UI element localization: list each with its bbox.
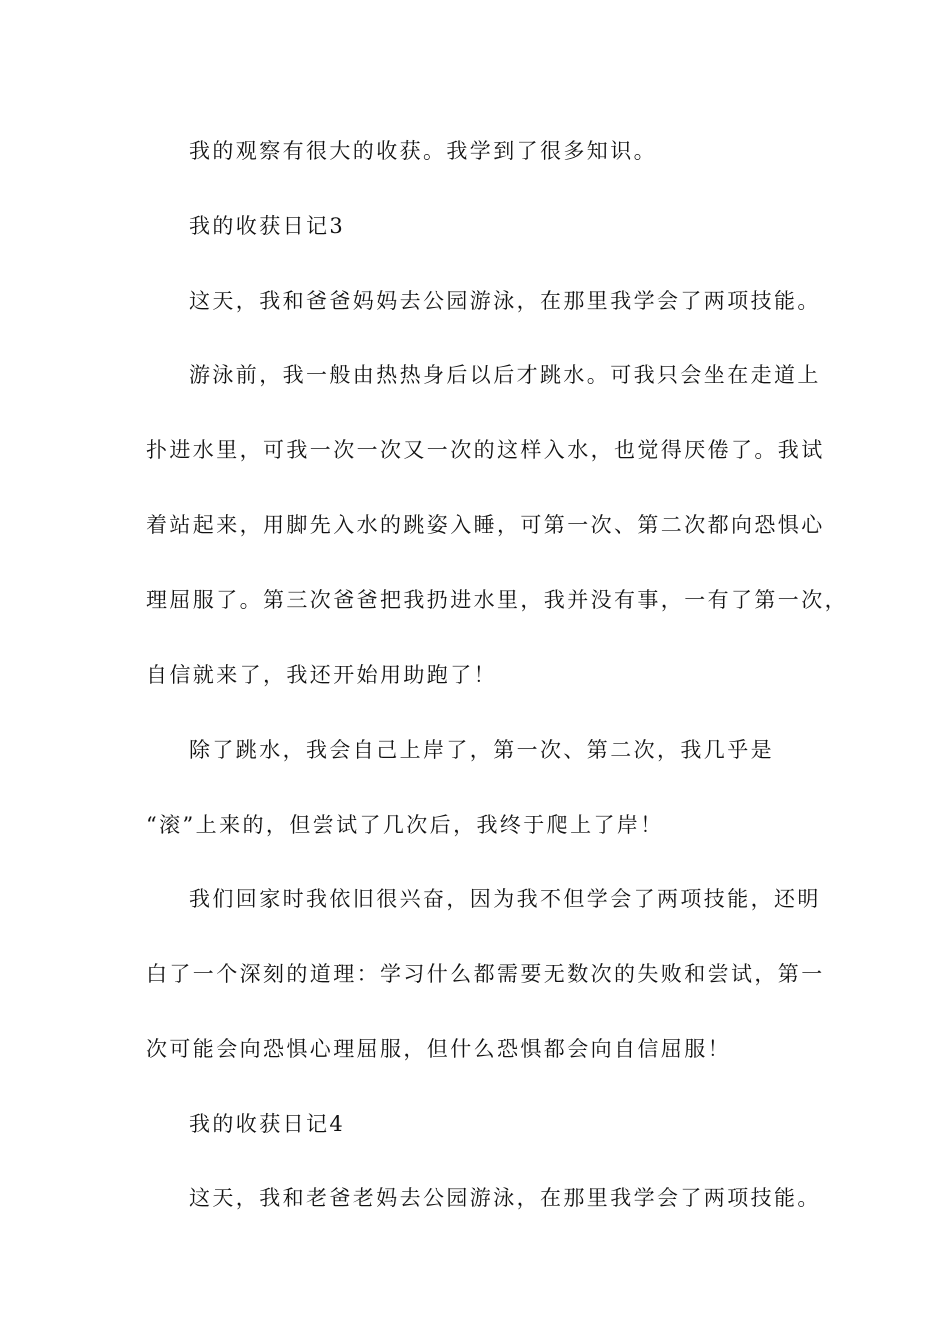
paragraph-line: 次可能会向恐惧心理屈服，但什么恐惧都会向自信屈服！ [146, 1037, 731, 1061]
paragraph-line: 我们回家时我依旧很兴奋，因为我不但学会了两项技能，还明 [189, 887, 821, 911]
paragraph-line: 理屈服了。第三次爸爸把我扔进水里，我并没有事，一有了第一次， [146, 588, 848, 612]
paragraph-line: 扑进水里，可我一次一次又一次的这样入水，也觉得厌倦了。我试 [146, 438, 825, 462]
paragraph-line: 我的观察有很大的收获。我学到了很多知识。 [189, 139, 657, 163]
section-heading: 我的收获日记4 [189, 1112, 346, 1136]
paragraph-line: 除了跳水，我会自己上岸了，第一次、第二次，我几乎是 [189, 738, 774, 762]
paragraph-line: 白了一个深刻的道理：学习什么都需要无数次的失败和尝试，第一 [146, 962, 825, 986]
section-heading: 我的收获日记3 [189, 214, 346, 238]
paragraph-line: 自信就来了，我还开始用助跑了！ [146, 663, 497, 687]
paragraph-line: 游泳前，我一般由热热身后以后才跳水。可我只会坐在走道上 [189, 363, 821, 387]
paragraph-line: “滚”上来的，但尝试了几次后，我终于爬上了岸！ [146, 813, 664, 837]
paragraph-line: 这天，我和老爸老妈去公园游泳，在那里我学会了两项技能。 [189, 1186, 821, 1210]
paragraph-line: 这天，我和爸爸妈妈去公园游泳，在那里我学会了两项技能。 [189, 289, 821, 313]
paragraph-line: 着站起来，用脚先入水的跳姿入睡，可第一次、第二次都向恐惧心 [146, 513, 825, 537]
